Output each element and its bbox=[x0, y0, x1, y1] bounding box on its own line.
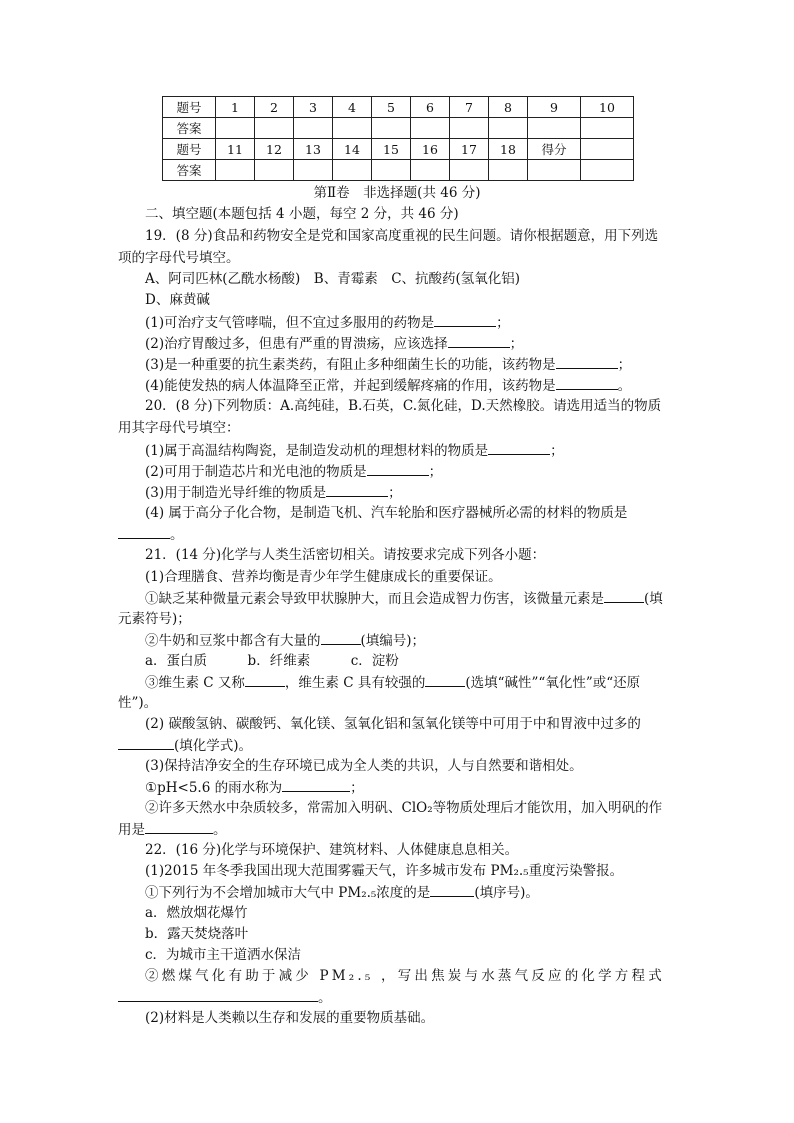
q21-c2 bbox=[0, 630, 794, 651]
table-cell: 9 bbox=[528, 97, 581, 118]
q20-sub3-text: (3)用于制造光导纤维的物质是 bbox=[145, 485, 327, 501]
section-title: 第Ⅱ卷 非选择题(共 46 分) bbox=[313, 185, 481, 201]
q21-c3-end: (选填“碱性”“氧化性”或“还原 bbox=[465, 675, 641, 691]
q22-option-c: c．为城市主干道洒水保洁 bbox=[145, 947, 302, 963]
answer-table bbox=[162, 96, 634, 181]
answer-blank[interactable] bbox=[488, 440, 550, 455]
punct: 。 bbox=[617, 378, 632, 394]
punct: ； bbox=[388, 485, 402, 501]
answer-cell[interactable] bbox=[294, 160, 333, 181]
table-cell: 1 bbox=[216, 97, 255, 118]
score-cell[interactable] bbox=[581, 160, 634, 181]
q20-sub3 bbox=[0, 482, 794, 503]
q20-sub4-cont bbox=[0, 524, 794, 545]
punct: ； bbox=[550, 443, 564, 459]
q22-c1 bbox=[0, 882, 794, 903]
q21-c1-cont: 元素符号)； bbox=[118, 611, 191, 627]
answer-cell[interactable] bbox=[216, 160, 255, 181]
q20-sub1 bbox=[0, 440, 794, 461]
table-cell: 15 bbox=[372, 139, 411, 160]
q22-option-b: b．露天焚烧落叶 bbox=[145, 926, 249, 942]
answer-blank[interactable] bbox=[556, 375, 618, 390]
q21-c3 bbox=[0, 672, 794, 693]
q21-c5: ②许多天然水中杂质较多，常需加入明矾、ClO₂等物质处理后才能饮用，加入明矾的作 bbox=[145, 800, 663, 816]
q21-c2-end: (填编号)； bbox=[360, 633, 426, 649]
table-cell: 2 bbox=[255, 97, 294, 118]
punct: ； bbox=[350, 780, 364, 796]
answer-cell[interactable] bbox=[216, 118, 255, 139]
q21-c1 bbox=[0, 588, 794, 609]
punct: 。 bbox=[213, 822, 227, 838]
q20-stem-cont: 用其字母代号填空： bbox=[118, 420, 240, 436]
table-cell: 题号 bbox=[163, 139, 216, 160]
answer-cell[interactable] bbox=[294, 118, 333, 139]
q22-c1-text: ①下列行为不会增加城市大气中 PM₂.₅浓度的是 bbox=[145, 885, 431, 901]
answer-blank[interactable] bbox=[118, 987, 318, 1002]
answer-blank[interactable] bbox=[434, 312, 496, 327]
table-cell: 6 bbox=[411, 97, 450, 118]
punct: ； bbox=[428, 464, 443, 480]
q20-stem: 20．(8 分)下列物质：A.高纯硅，B.石英，C.氮化硅，D.天然橡胶。请选用适当的物质 bbox=[145, 398, 662, 414]
score-cell[interactable] bbox=[581, 139, 634, 160]
answer-blank[interactable] bbox=[245, 672, 285, 687]
answer-cell[interactable] bbox=[255, 118, 294, 139]
q19-sub2 bbox=[0, 333, 794, 354]
q22-c2-cont bbox=[0, 987, 794, 1008]
q19-sub3 bbox=[0, 354, 794, 375]
answer-blank[interactable] bbox=[326, 482, 388, 497]
answer-blank[interactable] bbox=[118, 735, 174, 750]
answer-cell[interactable] bbox=[333, 118, 372, 139]
answer-blank[interactable] bbox=[367, 461, 429, 476]
table-cell: 答案 bbox=[163, 118, 216, 139]
answer-cell[interactable] bbox=[411, 160, 450, 181]
answer-blank[interactable] bbox=[425, 672, 465, 687]
q21-sub2-cont bbox=[0, 735, 794, 756]
part-heading: 二、填空题(本题包括 4 小题，每空 2 分，共 46 分) bbox=[145, 206, 459, 222]
table-cell: 17 bbox=[450, 139, 489, 160]
answer-blank[interactable] bbox=[430, 882, 474, 897]
q19-sub4-text: (4)能使发热的病人体温降至正常，并起到缓解疼痛的作用，该药物是 bbox=[145, 378, 556, 394]
q19-sub4 bbox=[0, 375, 794, 396]
q19-stem-cont: 项的字母代号填空。 bbox=[118, 250, 240, 266]
q21-c1-text: ①缺乏某种微量元素会导致甲状腺肿大，而且会造成智力伤害，该微量元素是 bbox=[145, 591, 604, 607]
answer-blank[interactable] bbox=[448, 333, 510, 348]
answer-blank[interactable] bbox=[118, 524, 170, 539]
q21-c2-text: ②牛奶和豆浆中都含有大量的 bbox=[145, 633, 321, 649]
q19-sub1-text: (1)可治疗支气管哮喘，但不宜过多服用的药物是 bbox=[145, 315, 435, 331]
table-cell: 3 bbox=[294, 97, 333, 118]
answer-blank[interactable] bbox=[321, 630, 361, 645]
answer-cell[interactable] bbox=[255, 160, 294, 181]
answer-cell[interactable] bbox=[372, 118, 411, 139]
q22-stem: 22．(16 分)化学与环境保护、建筑材料、人体健康息息相关。 bbox=[145, 842, 519, 858]
answer-blank[interactable] bbox=[604, 588, 644, 603]
table-row bbox=[163, 118, 634, 139]
table-row bbox=[163, 160, 634, 181]
answer-cell[interactable] bbox=[411, 118, 450, 139]
answer-cell[interactable] bbox=[489, 118, 528, 139]
punct: ； bbox=[617, 357, 632, 373]
q21-sub2: (2) 碳酸氢钠、碳酸钙、氧化镁、氢氧化铝和氢氧化镁等中可用于中和胃液中过多的 bbox=[145, 716, 641, 732]
q19-sub2-text: (2)治疗胃酸过多，但患有严重的胃溃疡，应该选择 bbox=[145, 336, 448, 352]
q20-sub4: (4) 属于高分子化合物，是制造飞机、汽车轮胎和医疗器械所必需的材料的物质是 bbox=[145, 505, 628, 521]
q21-sub2-end: (填化学式)。 bbox=[174, 738, 253, 754]
punct: ； bbox=[496, 315, 510, 331]
q21-c4 bbox=[0, 777, 794, 798]
table-cell: 12 bbox=[255, 139, 294, 160]
table-cell: 14 bbox=[333, 139, 372, 160]
table-cell: 13 bbox=[294, 139, 333, 160]
q21-sub3: (3)保持洁净安全的生存环境已成为全人类的共识，人与自然要和谐相处。 bbox=[145, 758, 583, 774]
table-cell: 18 bbox=[489, 139, 528, 160]
q19-options: A、阿司匹林(乙酰水杨酸) B、青霉素 C、抗酸药(氢氧化铝) bbox=[145, 271, 521, 287]
q21-sub1: (1)合理膳食、营养均衡是青少年学生健康成长的重要保证。 bbox=[145, 569, 502, 585]
q22-c2: ②燃煤气化有助于减少 PM₂.₅ ，写出焦炭与水蒸气反应的化学方程式 bbox=[145, 968, 665, 984]
q21-c4-text: ①pH<5.6 的雨水称为 bbox=[145, 780, 283, 796]
q19-stem: 19．(8 分)食品和药物安全是党和国家高度重视的民生问题。请你根据题意，用下列选 bbox=[145, 228, 659, 244]
q20-sub1-text: (1)属于高温结构陶瓷，是制造发动机的理想材料的物质是 bbox=[145, 443, 489, 459]
table-row bbox=[163, 97, 634, 118]
q19-options-cont: D、麻黄碱 bbox=[145, 292, 210, 308]
answer-cell[interactable] bbox=[581, 118, 634, 139]
answer-cell[interactable] bbox=[372, 160, 411, 181]
table-cell: 5 bbox=[372, 97, 411, 118]
q20-sub2 bbox=[0, 461, 794, 482]
q21-c3-cont: 性”)。 bbox=[118, 695, 158, 711]
answer-blank[interactable] bbox=[556, 354, 618, 369]
table-cell: 答案 bbox=[163, 160, 216, 181]
answer-blank[interactable] bbox=[282, 777, 350, 792]
q21-c5-text: 用是 bbox=[118, 822, 145, 838]
q20-sub2-text: (2)可用于制造芯片和光电池的物质是 bbox=[145, 464, 367, 480]
answer-cell[interactable] bbox=[450, 118, 489, 139]
q21-c3-text: ③维生素 C 又称 bbox=[145, 675, 245, 691]
answer-blank[interactable] bbox=[145, 819, 213, 834]
table-row bbox=[163, 139, 634, 160]
q22-option-a: a．燃放烟花爆竹 bbox=[145, 905, 248, 921]
q21-c5-cont bbox=[0, 819, 794, 840]
answer-cell[interactable] bbox=[528, 118, 581, 139]
table-cell: 7 bbox=[450, 97, 489, 118]
answer-cell[interactable] bbox=[450, 160, 489, 181]
punct: 。 bbox=[318, 990, 332, 1006]
table-cell: 题号 bbox=[163, 97, 216, 118]
answer-cell[interactable] bbox=[528, 160, 581, 181]
q21-c1-end: (填 bbox=[644, 591, 663, 607]
answer-cell[interactable] bbox=[489, 160, 528, 181]
table-cell: 4 bbox=[333, 97, 372, 118]
punct: 。 bbox=[170, 527, 184, 543]
q19-sub1 bbox=[0, 312, 794, 333]
answer-cell[interactable] bbox=[333, 160, 372, 181]
table-cell: 11 bbox=[216, 139, 255, 160]
q19-sub3-text: (3)是一种重要的抗生素类药，有阻止多种细菌生长的功能，该药物是 bbox=[145, 357, 556, 373]
table-cell: 得分 bbox=[528, 139, 581, 160]
table-cell: 8 bbox=[489, 97, 528, 118]
q21-c2-options: a．蛋白质 b．纤维素 c．淀粉 bbox=[145, 653, 399, 669]
q21-c3-mid: ，维生素 C 具有较强的 bbox=[284, 675, 426, 691]
q22-c1-end: (填序号)。 bbox=[474, 885, 539, 901]
q22-sub2: (2)材料是人类赖以生存和发展的重要物质基础。 bbox=[145, 1010, 435, 1026]
q21-stem: 21．(14 分)化学与人类生活密切相关。请按要求完成下列各小题： bbox=[145, 547, 546, 563]
table-cell: 16 bbox=[411, 139, 450, 160]
table-cell: 10 bbox=[581, 97, 634, 118]
q22-sub1: (1)2015 年冬季我国出现大范围雾霾天气，许多城市发布 PM₂.₅重度污染警报。 bbox=[145, 863, 624, 879]
punct: ； bbox=[509, 336, 524, 352]
